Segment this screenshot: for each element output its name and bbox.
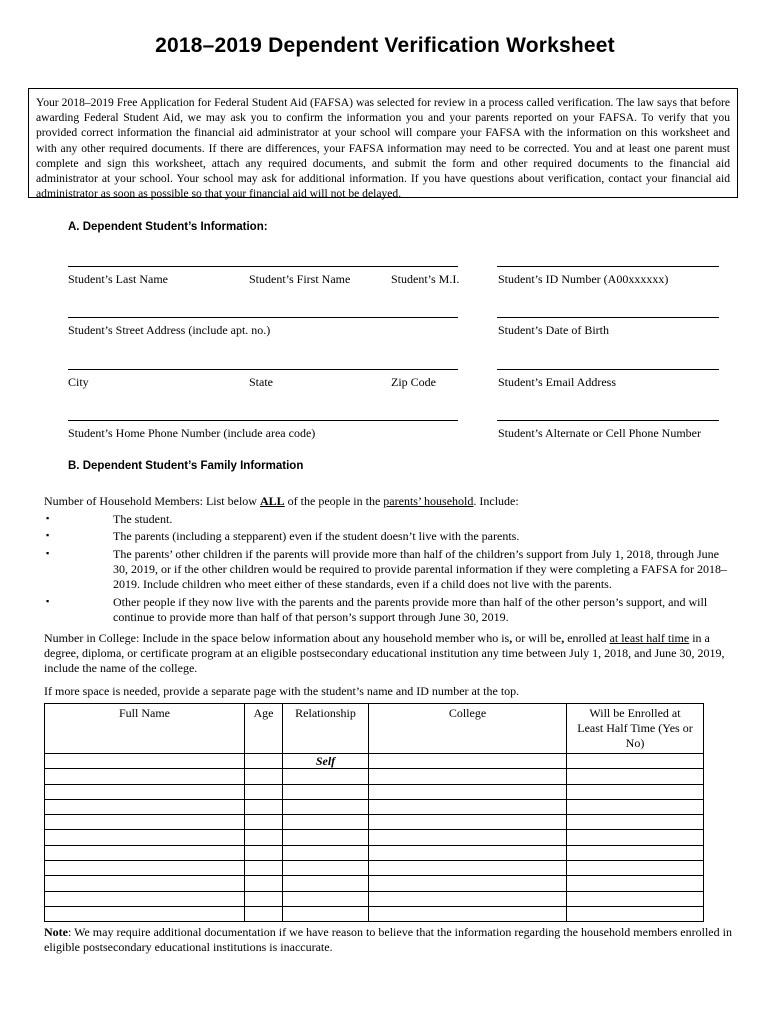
cell-relationship[interactable] <box>283 799 369 814</box>
header-enrolled: Will be Enrolled at Least Half Time (Yes or No) <box>567 704 704 754</box>
cell-relationship[interactable] <box>283 769 369 784</box>
cell-full-name[interactable] <box>45 845 245 860</box>
page-title: 2018–2019 Dependent Verification Worksheet <box>155 34 615 57</box>
cell-full-name[interactable] <box>45 754 245 769</box>
cell-age[interactable] <box>245 861 283 876</box>
bullet-item: Other people if they now live with the parents and the parents provide more than half of the other person’s support, and will continue to provide more than half of that person’s support through June 30, 2019. <box>113 595 708 624</box>
bullet-item: The parents (including a stepparent) even if the student doesn’t live with the parents. <box>113 529 520 543</box>
bullet-icon: ▪ <box>46 530 50 540</box>
household-intro <box>44 494 734 509</box>
household-intro-text-3: . Include: <box>473 494 519 508</box>
dob-label: Student’s Date of Birth <box>498 323 609 337</box>
header-full-name: Full Name <box>45 704 245 754</box>
home-phone-label: Student’s Home Phone Number (include area code) <box>68 426 316 440</box>
more-space-note: If more space is needed, provide a separate page with the student’s name and ID number at the top. <box>44 684 520 698</box>
cell-enrolled[interactable] <box>567 754 704 769</box>
half-time-emphasis: at least half time <box>609 631 690 645</box>
cell-college[interactable] <box>369 799 567 814</box>
home-phone-line[interactable] <box>68 420 458 421</box>
cell-college[interactable] <box>369 861 567 876</box>
table-row <box>45 891 704 906</box>
cell-full-name[interactable] <box>45 876 245 891</box>
cell-relationship[interactable] <box>283 861 369 876</box>
state-label: State <box>249 375 273 389</box>
comma: , <box>561 631 565 645</box>
alt-phone-line[interactable] <box>497 420 719 421</box>
cell-enrolled[interactable] <box>567 799 704 814</box>
table-row <box>45 876 704 891</box>
bullet-item: The student. <box>113 512 173 526</box>
header-college: College <box>369 704 567 754</box>
bullet-icon: ▪ <box>46 513 50 523</box>
intro-box <box>28 88 738 201</box>
cell-age[interactable] <box>245 784 283 799</box>
table-row <box>45 830 704 845</box>
household-intro-text-2: of the people in the <box>284 494 384 508</box>
table-row <box>45 799 704 814</box>
section-b-heading: B. Dependent Student’s Family Information <box>68 460 304 472</box>
cell-enrolled[interactable] <box>567 845 704 860</box>
college-intro <box>44 631 736 676</box>
parents-household-emphasis: parents’ household <box>383 494 474 508</box>
cell-age[interactable] <box>245 754 283 769</box>
cell-full-name[interactable] <box>45 891 245 906</box>
cell-full-name[interactable] <box>45 784 245 799</box>
cell-college[interactable] <box>369 784 567 799</box>
college-intro-text-2: or will be <box>512 631 562 645</box>
family-table <box>44 703 704 922</box>
cell-enrolled[interactable] <box>567 876 704 891</box>
cell-full-name[interactable] <box>45 906 245 921</box>
section-a-heading: A. Dependent Student’s Information: <box>68 221 268 233</box>
table-row <box>45 754 704 769</box>
note-paragraph <box>44 925 736 955</box>
cell-age[interactable] <box>245 815 283 830</box>
street-line[interactable] <box>68 317 458 318</box>
college-intro-text-3: enrolled <box>564 631 610 645</box>
cell-college[interactable] <box>369 830 567 845</box>
bullet-item: The parents’ other children if the parents will provide more than half of the children’s support from July 1, 2018, through June 30, 2019, or if the other children would be required to provide parental information if they were completing a FAFSA for 2018–2019. Include children who meet either of these standards, even if a child does not live with the parents. <box>113 547 727 591</box>
table-row <box>45 769 704 784</box>
cell-enrolled[interactable] <box>567 784 704 799</box>
cell-age[interactable] <box>245 830 283 845</box>
table-row <box>45 815 704 830</box>
zip-label: Zip Code <box>391 375 436 389</box>
table-row <box>45 784 704 799</box>
bullet-icon: ▪ <box>46 596 50 606</box>
cell-college[interactable] <box>369 815 567 830</box>
cell-full-name[interactable] <box>45 769 245 784</box>
header-relationship: Relationship <box>283 704 369 754</box>
note-text: : We may require additional documentation if we have reason to believe that the information regarding the household members enrolled in eligible postsecondary educational institutions is inaccurate. <box>44 925 732 954</box>
cell-relationship[interactable] <box>283 906 369 921</box>
cell-relationship[interactable] <box>283 845 369 860</box>
cell-age[interactable] <box>245 891 283 906</box>
cell-enrolled[interactable] <box>567 861 704 876</box>
cell-full-name[interactable] <box>45 799 245 814</box>
cell-age[interactable] <box>245 906 283 921</box>
cell-relationship[interactable] <box>283 876 369 891</box>
cell-enrolled[interactable] <box>567 830 704 845</box>
street-label: Student’s Street Address (include apt. no.) <box>68 323 271 337</box>
cell-enrolled[interactable] <box>567 815 704 830</box>
id-number-line[interactable] <box>497 266 719 267</box>
last-name-label: Student’s Last Name <box>68 272 168 286</box>
cell-full-name[interactable] <box>45 815 245 830</box>
bullet-icon: ▪ <box>46 548 50 558</box>
cell-age[interactable] <box>245 845 283 860</box>
name-line[interactable] <box>68 266 458 267</box>
mi-label: Student’s M.I. <box>391 272 460 286</box>
alt-phone-label: Student’s Alternate or Cell Phone Number <box>498 426 701 440</box>
cell-age[interactable] <box>245 876 283 891</box>
cell-enrolled[interactable] <box>567 891 704 906</box>
cell-age[interactable] <box>245 799 283 814</box>
intro-text: Your 2018–2019 Free Application for Federal Student Aid (FAFSA) was selected for review in a process called verification. The law says that before awarding Federal Student Aid, we may ask you to confirm the information you and your parents reported on your FAFSA. To verify that you provided correct information the financial aid administrator at your school will compare your FAFSA with the information on this worksheet and with any other required documents. If there are differences, your FAFSA information may need to be corrected. You and at least one parent must complete and sign this worksheet, attach any required documents, and submit the form and other required documents to the financial aid administrator at your school. Your school may ask for additional information. If you have questions about verification, contact your financial aid administrator as soon as possible so that your financial aid will not be delayed. <box>36 96 730 201</box>
id-number-label: Student’s ID Number (A00xxxxxx) <box>498 272 669 286</box>
city-state-zip-line[interactable] <box>68 369 458 370</box>
city-label: City <box>68 375 89 389</box>
cell-relationship[interactable] <box>283 815 369 830</box>
college-intro-text: Number in College: Include in the space below information about any household member who is <box>44 631 510 645</box>
cell-full-name[interactable] <box>45 830 245 845</box>
cell-college[interactable] <box>369 906 567 921</box>
cell-relationship[interactable] <box>283 830 369 845</box>
first-name-label: Student’s First Name <box>249 272 351 286</box>
cell-relationship[interactable] <box>283 784 369 799</box>
cell-college[interactable] <box>369 754 567 769</box>
table-row <box>45 845 704 860</box>
table-header-row <box>45 704 704 754</box>
cell-relationship[interactable] <box>283 891 369 906</box>
cell-enrolled[interactable] <box>567 769 704 784</box>
cell-college[interactable] <box>369 891 567 906</box>
table-row <box>45 906 704 921</box>
dob-line[interactable] <box>497 317 719 318</box>
cell-relationship-self: Self <box>283 754 369 769</box>
cell-college[interactable] <box>369 769 567 784</box>
email-line[interactable] <box>497 369 719 370</box>
cell-college[interactable] <box>369 876 567 891</box>
cell-full-name[interactable] <box>45 861 245 876</box>
cell-age[interactable] <box>245 769 283 784</box>
email-label: Student’s Email Address <box>498 375 616 389</box>
table-row <box>45 861 704 876</box>
cell-college[interactable] <box>369 845 567 860</box>
household-intro-text: Number of Household Members: List below <box>44 494 260 508</box>
cell-enrolled[interactable] <box>567 906 704 921</box>
header-age: Age <box>245 704 283 754</box>
all-emphasis: ALL <box>259 494 285 508</box>
note-label: Note <box>44 925 68 939</box>
college-intro-text-4: in a degree, diploma, or certificate program at an eligible postsecondary educational institution any time between July 1, 2018, and June 30, 2019, include the name of the college. <box>44 631 725 675</box>
comma: , <box>509 631 513 645</box>
